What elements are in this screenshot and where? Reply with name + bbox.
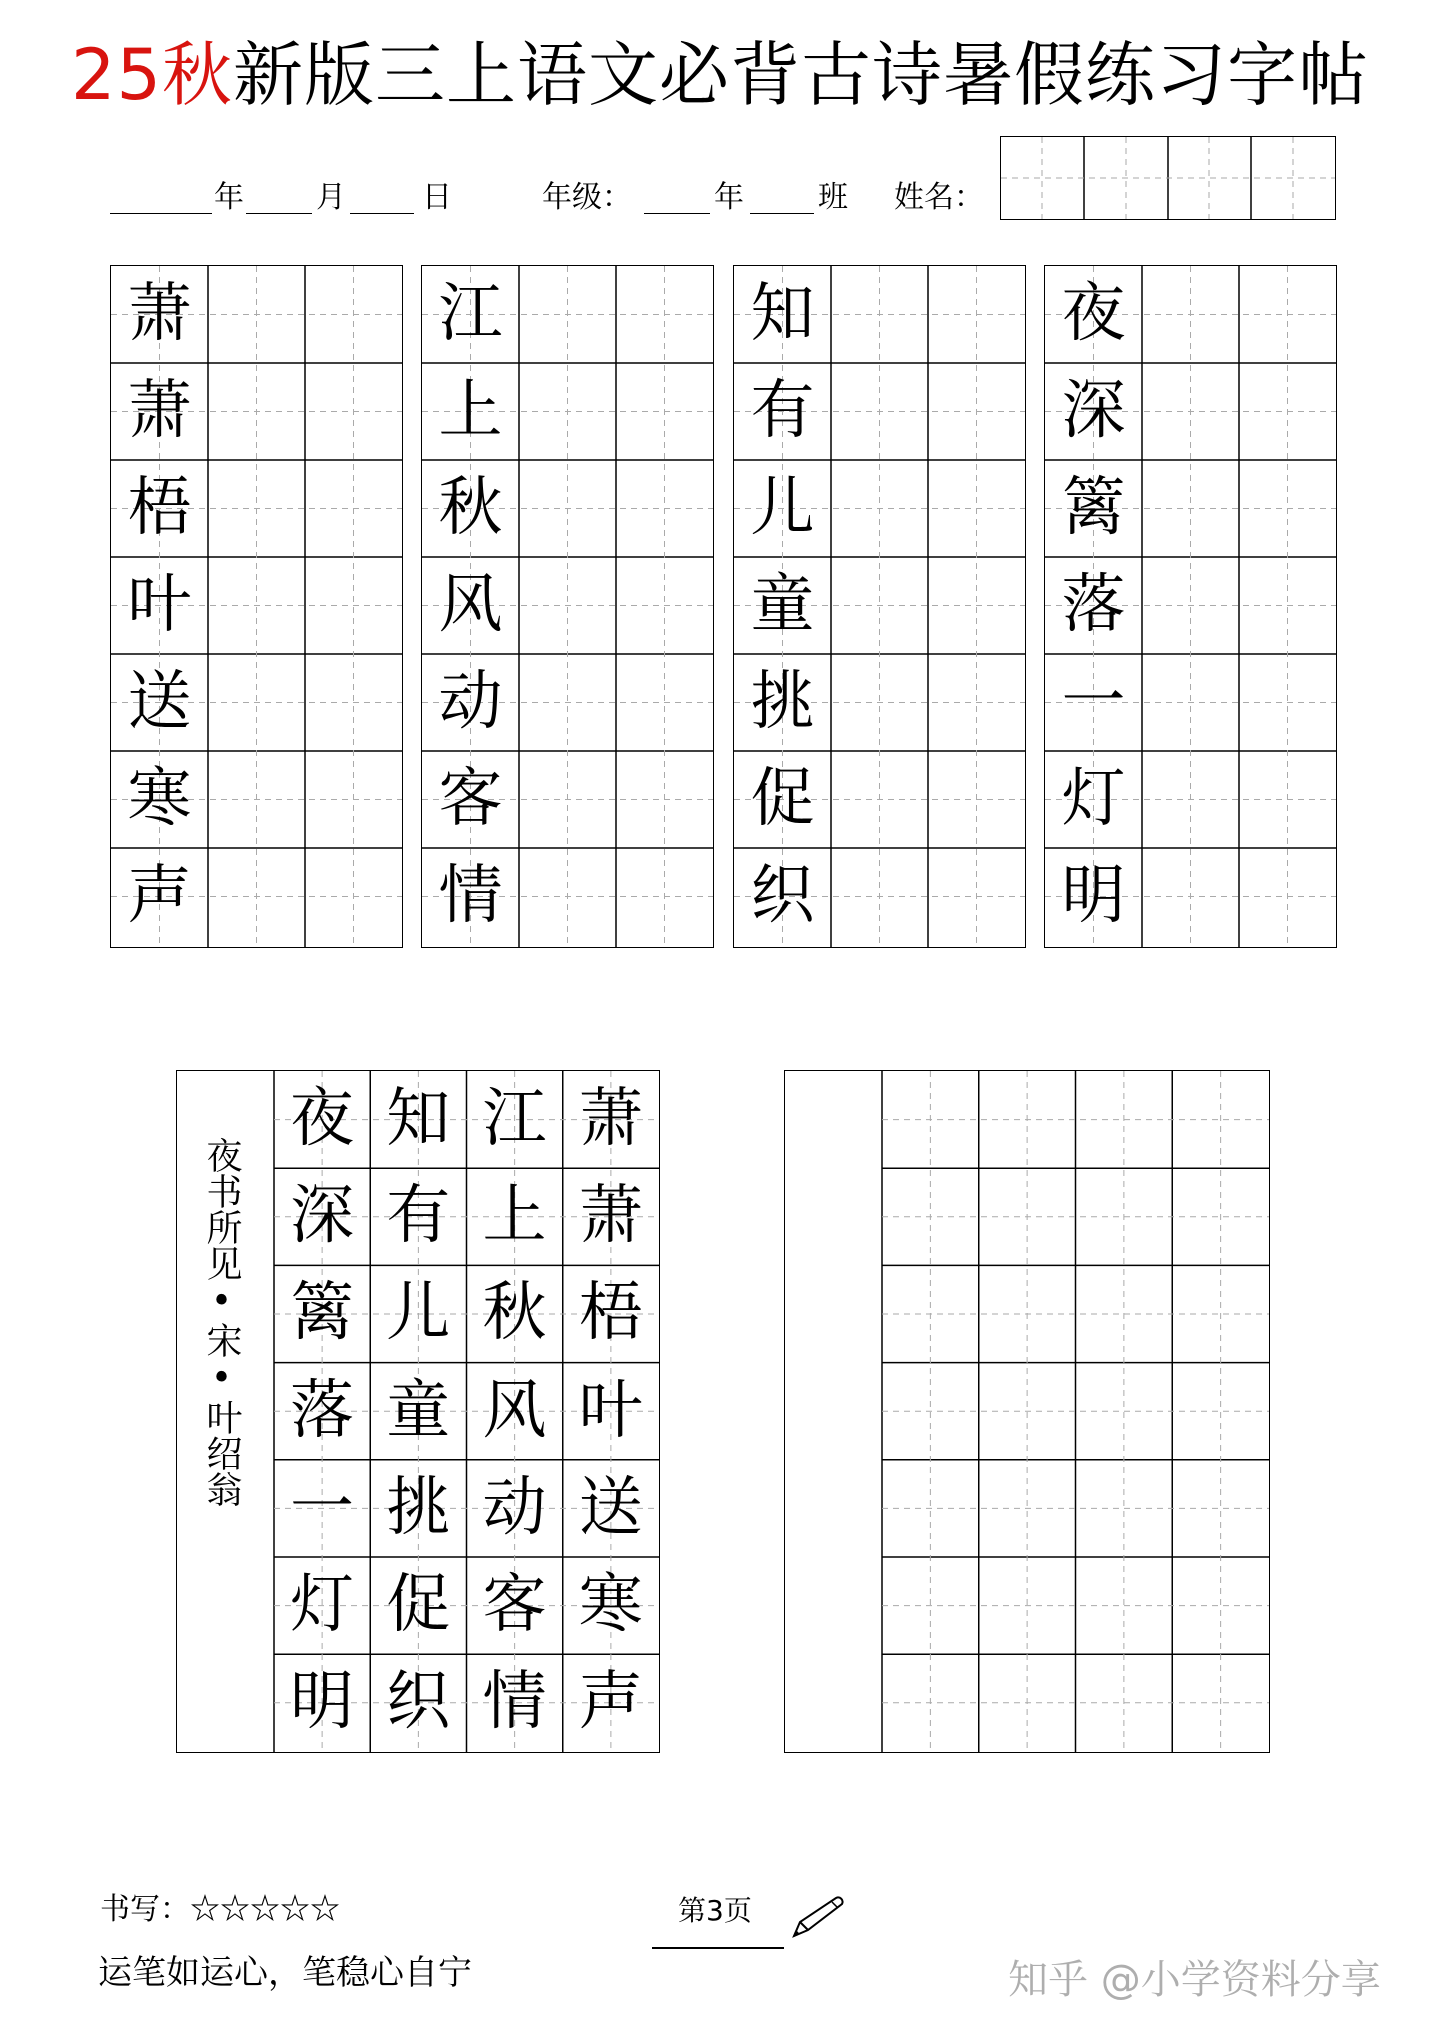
guide-char: 织	[750, 859, 815, 933]
poem-char: 明	[290, 1665, 354, 1740]
guide-char: 上	[438, 374, 503, 448]
poem-char: 有	[386, 1179, 451, 1254]
month-blank[interactable]	[246, 213, 312, 214]
guide-char: 灯	[1061, 762, 1126, 836]
poem-char: 落	[290, 1373, 354, 1448]
day-label: 日	[422, 180, 452, 215]
guide-char: 江	[438, 277, 503, 351]
name-writing-boxes[interactable]	[1000, 136, 1336, 220]
poem-char: 上	[482, 1179, 547, 1254]
guide-char: 声	[127, 859, 192, 933]
pen-icon	[786, 1892, 848, 1942]
name-label: 姓名：	[894, 180, 984, 215]
guide-char: 篱	[1061, 471, 1126, 545]
poem-char: 江	[482, 1082, 547, 1156]
practice-block-3	[733, 265, 1026, 948]
poem-char: 送	[578, 1470, 643, 1545]
guide-char: 促	[750, 762, 815, 836]
class-label: 班	[818, 180, 848, 215]
guide-char: 梧	[127, 471, 192, 545]
poem-char: 促	[386, 1568, 451, 1642]
poem-char: 灯	[290, 1568, 354, 1642]
guide-char: 风	[438, 568, 503, 642]
poem-char: 声	[578, 1665, 643, 1740]
poem-char: 动	[482, 1470, 547, 1545]
grade-label: 年级：	[542, 180, 632, 215]
year-blank[interactable]	[110, 213, 212, 214]
poem-panel	[176, 1070, 660, 1753]
guide-char: 儿	[750, 471, 815, 545]
guide-char: 秋	[438, 471, 503, 545]
guide-char: 明	[1061, 859, 1126, 933]
page-number: 第3页	[678, 1894, 752, 1927]
guide-char: 送	[127, 665, 192, 739]
guide-char: 落	[1061, 568, 1126, 642]
poem-char: 篱	[290, 1276, 354, 1351]
page-title	[0, 32, 1440, 118]
poem-char: 情	[482, 1665, 547, 1740]
guide-char: 动	[438, 665, 503, 739]
poem-char: 萧	[578, 1179, 643, 1254]
poem-char: 挑	[386, 1470, 451, 1545]
guide-char: 客	[438, 762, 503, 836]
guide-char: 情	[438, 859, 503, 933]
title-accent: 25秋	[70, 34, 234, 116]
writing-rating: 书写：☆☆☆☆☆	[100, 1892, 340, 1927]
poem-char: 儿	[386, 1276, 451, 1351]
poem-char: 知	[386, 1082, 451, 1156]
guide-char: 叶	[127, 568, 192, 642]
poem-char: 童	[386, 1373, 451, 1448]
poem-char: 一	[290, 1470, 354, 1545]
grade-year-label: 年	[714, 180, 744, 215]
guide-char: 童	[750, 568, 815, 642]
watermark: 知乎 @小学资料分享	[1008, 1957, 1381, 2003]
year-label: 年	[214, 180, 244, 215]
day-blank[interactable]	[350, 213, 414, 214]
grade-blank[interactable]	[644, 213, 710, 214]
guide-char: 萧	[127, 374, 192, 448]
poem-char: 梧	[578, 1276, 643, 1351]
guide-char: 有	[750, 374, 815, 448]
poem-char: 萧	[578, 1082, 643, 1156]
poem-char: 客	[482, 1568, 547, 1642]
motto: 运笔如运心，笔稳心自宁	[98, 1953, 472, 1993]
practice-block-2	[421, 265, 714, 948]
guide-char: 寒	[127, 762, 192, 836]
poem-char: 深	[290, 1179, 354, 1254]
guide-char: 挑	[750, 665, 815, 739]
guide-char: 深	[1061, 374, 1126, 448]
title-main: 新版三上语文必背古诗暑假练习字帖	[233, 34, 1370, 116]
poem-title: 夜书所见•宋•叶绍翁	[201, 1137, 242, 1507]
poem-char: 寒	[578, 1568, 643, 1642]
blank-practice-panel[interactable]	[784, 1070, 1270, 1753]
poem-char: 叶	[578, 1373, 643, 1448]
guide-char: 萧	[127, 277, 192, 351]
guide-char: 一	[1061, 665, 1126, 739]
practice-block-1	[110, 265, 403, 948]
poem-char: 风	[482, 1373, 547, 1448]
poem-char: 织	[386, 1665, 451, 1740]
poem-char: 夜	[290, 1082, 354, 1156]
month-label: 月	[316, 180, 346, 215]
poem-char: 秋	[482, 1276, 547, 1351]
class-blank[interactable]	[750, 213, 814, 214]
page-underline	[652, 1947, 784, 1949]
practice-block-4	[1044, 265, 1337, 948]
guide-char: 知	[750, 277, 815, 351]
guide-char: 夜	[1061, 277, 1126, 351]
